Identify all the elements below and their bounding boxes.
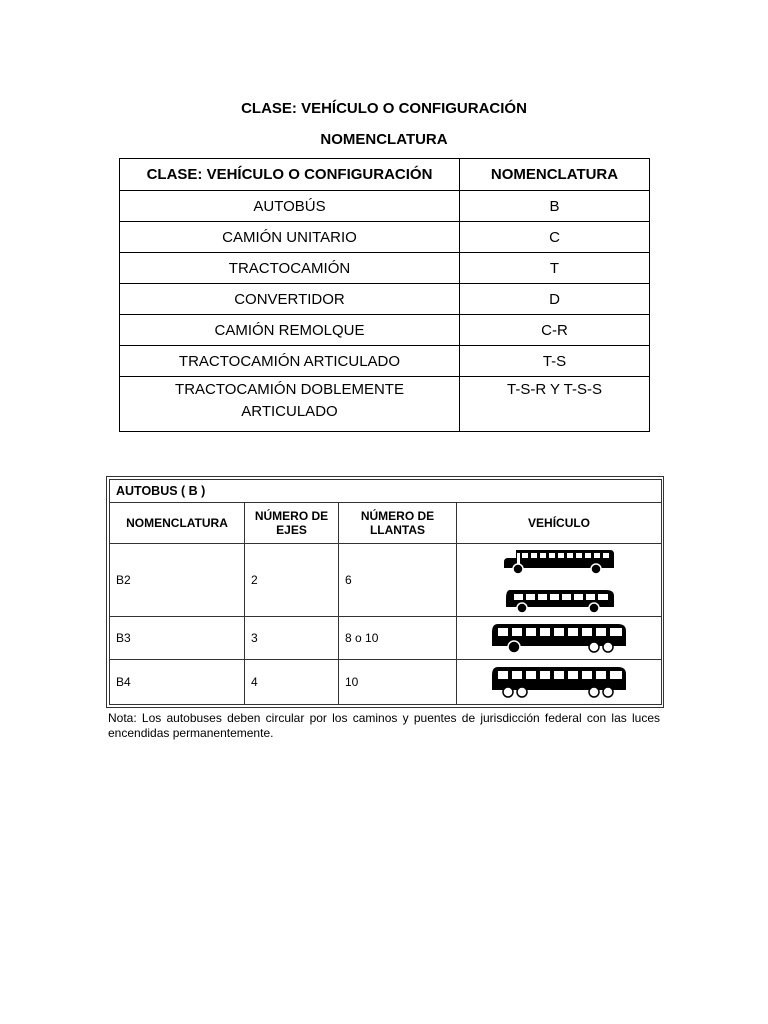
clase-cell: CAMIÓN REMOLQUE xyxy=(120,315,460,346)
vehicle-cell xyxy=(457,617,662,660)
header-clase: CLASE: VEHÍCULO O CONFIGURACIÓN xyxy=(120,159,460,191)
table-row xyxy=(120,191,650,222)
class-nomenclature-table xyxy=(119,158,650,432)
nomenclatura-cell: B3 xyxy=(110,617,245,660)
nomenclatura-cell: C-R xyxy=(460,315,650,346)
bus-table-title-row xyxy=(110,480,662,503)
table-header-row xyxy=(120,159,650,191)
header-ejes-line-1: NÚMERO DE xyxy=(254,509,329,523)
clase-line-1: TRACTOCAMIÓN DOBLEMENTE xyxy=(175,381,404,398)
bus-note: Nota: Los autobuses deben circular por los caminos y puentes de jurisdicción federal con las luces encendidas permanentemente. xyxy=(108,711,660,740)
table-row xyxy=(120,284,650,315)
bus-table-header-row xyxy=(110,503,662,544)
llantas-cell: 8 o 10 xyxy=(339,617,457,660)
nomenclatura-cell: T xyxy=(460,253,650,284)
nomenclatura-cell: T-S xyxy=(460,346,650,377)
header-nomenclatura: NOMENCLATURA xyxy=(110,503,245,544)
header-llantas-line-2: LLANTAS xyxy=(369,523,426,537)
coach-bus-icon xyxy=(502,584,616,614)
table-row xyxy=(110,617,662,660)
ejes-cell: 3 xyxy=(245,617,339,660)
nomenclatura-cell: C xyxy=(460,222,650,253)
nomenclatura-cell: T-S-R Y T-S-S xyxy=(460,377,650,432)
bus-table xyxy=(109,479,662,705)
three-axle-bus-icon xyxy=(490,621,628,655)
header-nomenclatura: NOMENCLATURA xyxy=(460,159,650,191)
clase-cell: CAMIÓN UNITARIO xyxy=(120,222,460,253)
nomenclatura-cell: B2 xyxy=(110,544,245,617)
table-row xyxy=(110,660,662,705)
table-row xyxy=(110,544,662,617)
four-axle-bus-icon xyxy=(490,664,628,700)
document-subtitle: NOMENCLATURA xyxy=(320,131,448,148)
vehicle-cell xyxy=(457,544,662,617)
vehicle-cell xyxy=(457,660,662,705)
table-row xyxy=(120,377,650,432)
document-title: CLASE: VEHÍCULO O CONFIGURACIÓN xyxy=(241,100,527,117)
clase-cell: AUTOBÚS xyxy=(120,191,460,222)
ejes-cell: 2 xyxy=(245,544,339,617)
ejes-cell: 4 xyxy=(245,660,339,705)
bus-table-frame xyxy=(106,476,664,708)
header-llantas xyxy=(339,503,457,544)
header-vehiculo: VEHÍCULO xyxy=(457,503,662,544)
table-row xyxy=(120,222,650,253)
header-ejes-line-2: EJES xyxy=(276,523,307,537)
nomenclatura-cell: D xyxy=(460,284,650,315)
header-ejes xyxy=(245,503,339,544)
clase-cell: CONVERTIDOR xyxy=(120,284,460,315)
nomenclatura-cell: B xyxy=(460,191,650,222)
llantas-cell: 6 xyxy=(339,544,457,617)
table-row xyxy=(120,253,650,284)
table-row xyxy=(120,346,650,377)
clase-cell xyxy=(120,377,460,432)
header-llantas-line-1: NÚMERO DE xyxy=(360,509,435,523)
clase-cell: TRACTOCAMIÓN ARTICULADO xyxy=(120,346,460,377)
nomenclatura-cell: B4 xyxy=(110,660,245,705)
table-row xyxy=(120,315,650,346)
school-bus-icon xyxy=(502,546,616,576)
clase-cell: TRACTOCAMIÓN xyxy=(120,253,460,284)
clase-line-2: ARTICULADO xyxy=(241,403,338,420)
bus-table-title: AUTOBUS ( B ) xyxy=(110,480,662,503)
llantas-cell: 10 xyxy=(339,660,457,705)
